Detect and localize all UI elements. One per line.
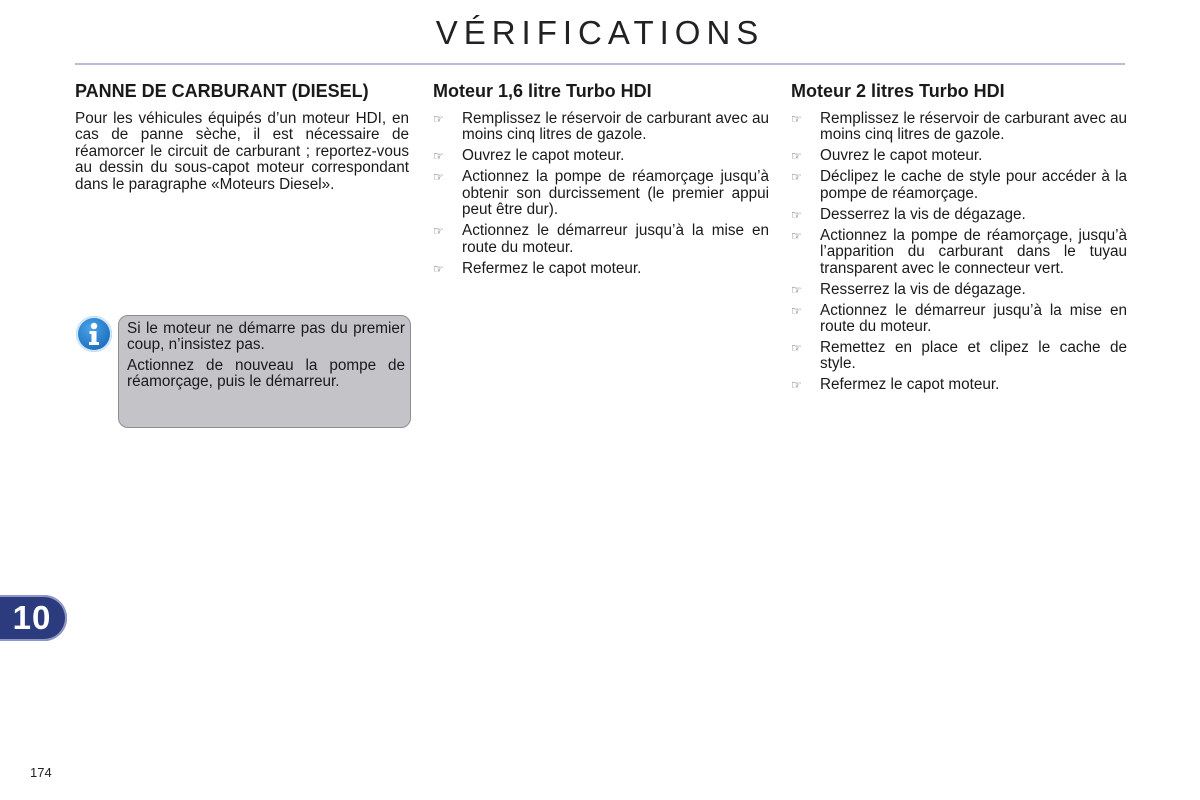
engine-16-heading: Moteur 1,6 litre Turbo HDI — [433, 81, 652, 101]
pointing-hand-icon: ☞ — [791, 341, 802, 356]
list-item: ☞ Actionnez la pompe de réamorçage, jusqu’à l’apparition du carburant dans le tuyau transparent avec le connecteur vert. — [791, 226, 1127, 277]
chapter-tab: 10 — [0, 595, 67, 641]
pointing-hand-icon: ☞ — [791, 112, 802, 126]
pointing-hand-icon: ☞ — [791, 207, 802, 222]
list-item: ☞ Actionnez le démarreur jusqu’à la mise en route du moteur. — [791, 301, 1127, 336]
list-item: ☞ Ouvrez le capot moteur. — [433, 147, 625, 165]
list-item: ☞ Refermez le capot moteur. — [433, 259, 642, 277]
pointing-hand-icon: ☞ — [791, 228, 802, 243]
engine-2-section — [791, 82, 1127, 398]
pointing-hand-icon: ☞ — [791, 282, 802, 297]
engine-2-steps — [791, 111, 1127, 394]
info-note-line-2: Actionnez de nouveau la pompe de réamorçage, puis le démarreur. — [127, 356, 405, 391]
fuel-shortage-heading: PANNE DE CARBURANT (DIESEL) — [75, 81, 369, 101]
pointing-hand-icon: ☞ — [433, 149, 444, 164]
pointing-hand-icon: ☞ — [791, 378, 802, 393]
list-item: ☞ Remplissez le réservoir de carburant avec au moins cinq litres de gazole. — [791, 110, 1127, 144]
list-item: ☞ Remplissez le réservoir de carburant avec au moins cinq litres de gazole. — [433, 110, 769, 144]
list-item: ☞ Refermez le capot moteur. — [791, 376, 1000, 394]
engine-16-section — [433, 82, 769, 282]
list-item: ☞ Actionnez la pompe de réamorçage jusqu’à obtenir son durcissement (le premier appui peut être dur). — [433, 168, 769, 219]
pointing-hand-icon: ☞ — [433, 170, 444, 185]
header-divider — [75, 63, 1125, 65]
page-number: 174 — [30, 765, 52, 780]
info-note-box — [118, 315, 411, 428]
pointing-hand-icon: ☞ — [791, 149, 802, 164]
list-item: ☞ Actionnez le démarreur jusqu’à la mise en route du moteur. — [433, 222, 769, 256]
fuel-shortage-section — [75, 82, 411, 193]
list-item: ☞ Desserrez la vis de dégazage. — [791, 205, 1026, 223]
engine-2-heading: Moteur 2 litres Turbo HDI — [791, 81, 1005, 101]
pointing-hand-icon: ☞ — [791, 170, 802, 185]
fuel-shortage-paragraph: Pour les véhicules équipés d’un moteur HDI, en cas de panne sèche, il est nécessaire de réamorcer le circuit de carburant ; reportez-vous au dessin du sous-capot moteur correspondant dans le paragraphe «Moteurs Diesel». — [75, 110, 409, 193]
pointing-hand-icon: ☞ — [433, 261, 444, 276]
engine-16-steps — [433, 111, 769, 277]
list-item: ☞ Remettez en place et clipez le cache de style. — [791, 339, 1127, 373]
page-title: VÉRIFICATIONS — [435, 14, 765, 51]
list-item: ☞ Ouvrez le capot moteur. — [791, 147, 983, 165]
list-item: ☞ Resserrez la vis de dégazage. — [791, 280, 1026, 298]
info-note-line-1: Si le moteur ne démarre pas du premier coup, n’insistez pas. — [127, 320, 405, 354]
pointing-hand-icon: ☞ — [433, 224, 444, 239]
info-icon — [76, 316, 112, 352]
pointing-hand-icon: ☞ — [791, 303, 802, 318]
list-item: ☞ Déclipez le cache de style pour accéder à la pompe de réamorçage. — [791, 168, 1127, 202]
pointing-hand-icon: ☞ — [433, 112, 444, 126]
